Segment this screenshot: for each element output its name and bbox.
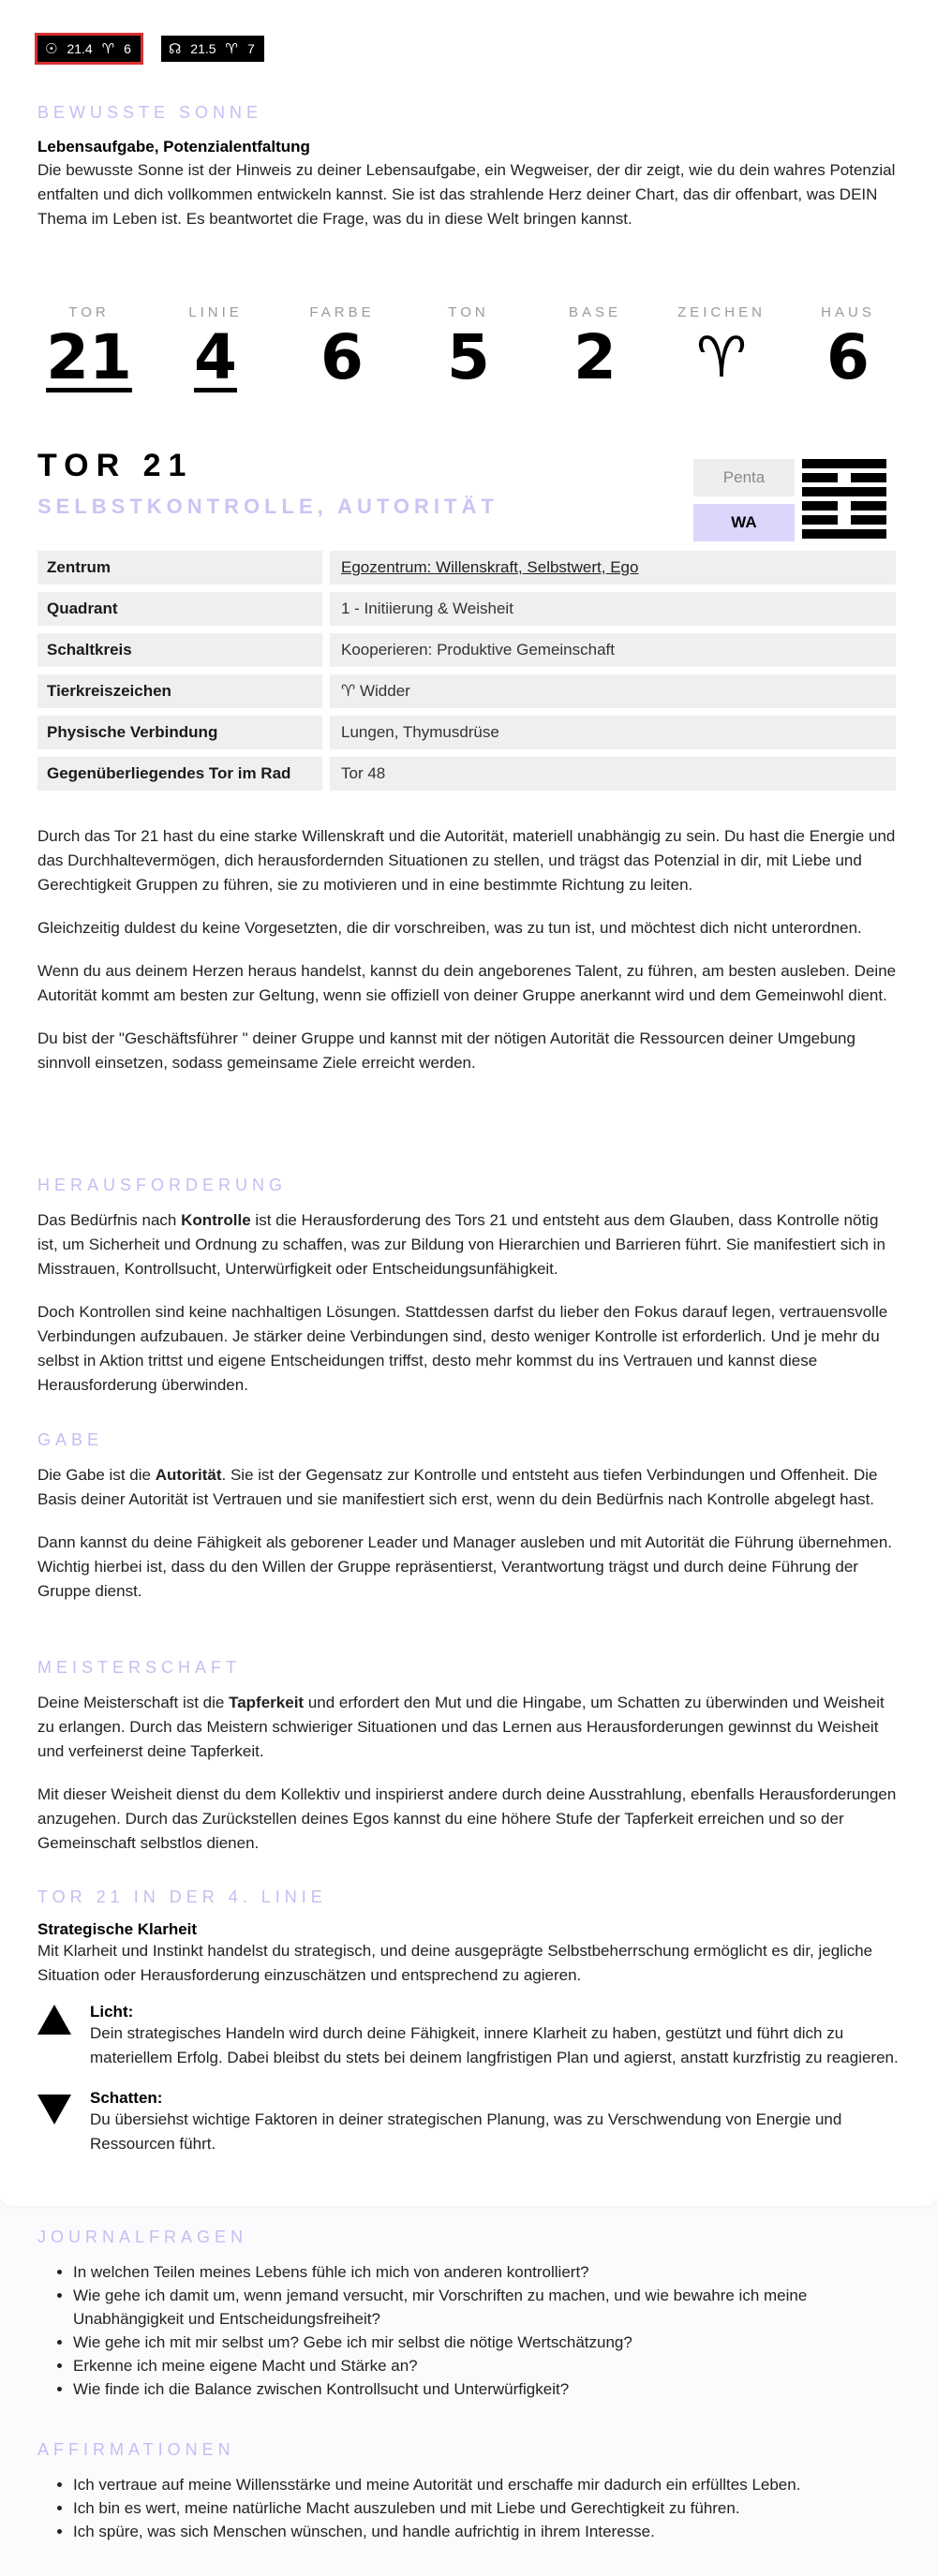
text-run: . Sie ist der Gegensatz zur Kontrolle und entsteht aus tiefen Verbindungen und Offenheit. Die Basis deiner Autorität ist Vertrauen und sie manifestiert sich erst, wenn du dein Bedürfnis nach Kontrolle abgelegt hast. (37, 1466, 878, 1508)
property-value: Tor 48 (330, 757, 896, 791)
journal-section (37, 2228, 900, 2401)
affirmations-list (37, 2473, 900, 2543)
stat-ton (417, 304, 520, 395)
text-run: Das Bedürfnis nach (37, 1211, 182, 1229)
intro-text: Die bewusste Sonne ist der Hinweis zu deiner Lebensaufgabe, ein Wegweiser, der dir zeigt, wie du dein wahres Potenzial entfalten und dich vollkommen entwickeln kannst. Sie ist das strahlende Herz deiner Chart, das dir offenbart, was DEIN Thema im Leben ist. Es beantwortet die Frage, was du in diese Welt bringen kannst. (37, 161, 896, 228)
activation-stats (37, 304, 900, 395)
property-row (37, 592, 896, 626)
property-value: Lungen, Thymusdrüse (330, 716, 896, 749)
text-run: Die Gabe ist die (37, 1466, 156, 1484)
mastery-paragraph (37, 1691, 900, 1764)
gate-properties (37, 551, 896, 798)
text-run: Deine Meisterschaft ist die (37, 1694, 230, 1711)
property-row (37, 674, 896, 708)
stat-value: 2 (573, 321, 617, 393)
stat-label: HAUS (821, 304, 875, 320)
gift-paragraph: Dann kannst du deine Fähigkeit als geborener Leader und Manager ausleben und mit Autorität die Führung übernehmen. Wichtig hierbei ist, dass du den Willen der Gruppe repräsentierst, Verantwortung trägst und durch deine Führung der Gruppe dienst. (37, 1533, 892, 1600)
stat-tor (37, 304, 141, 395)
keyword: Autorität (155, 1466, 222, 1484)
property-key: Schaltkreis (37, 633, 322, 667)
stat-label: ZEICHEN (677, 304, 766, 320)
journal-list (37, 2260, 900, 2401)
property-key: Physische Verbindung (37, 716, 322, 749)
mastery-section (37, 1658, 900, 1856)
stat-label: TOR (68, 304, 110, 320)
activation-badges (37, 36, 264, 62)
line-text: Mit Klarheit und Instinkt handelst du strategisch, und deine ausgeprägte Selbstbeherrschung ermöglicht es dir, jegliche Situation oder Herausforderung einzuschätzen und entsprechend zu agieren. (37, 1942, 873, 1984)
stat-label: LINIE (188, 304, 243, 320)
stat-linie (164, 304, 267, 395)
triangle-down-icon (37, 2095, 71, 2124)
light-text: Dein strategisches Handeln wird durch deine Fähigkeit, innere Klarheit zu haben, gestützt und führt dich zu materiellem Erfolg. Dabei bleibst du stets bei deinem langfristigen Plan und agierst, anstatt kurzfristig zu reagieren. (90, 2024, 899, 2066)
shadow-title: Schatten: (90, 2089, 163, 2107)
center-link[interactable]: Egozentrum: Willenskraft, Selbstwert, Ego (330, 551, 896, 585)
property-key: Zentrum (37, 551, 322, 585)
wa-button[interactable]: WA (693, 504, 795, 541)
stat-base (543, 304, 647, 395)
description-paragraph: Gleichzeitig duldest du keine Vorgesetzten, die dir vorschreiben, was zu tun ist, und möchtest dich nicht unterordnen. (37, 919, 862, 937)
stat-zeichen (670, 304, 773, 395)
list-item: • Wie gehe ich mit mir selbst um? Gebe ich mir selbst die nötige Wertschätzung? (73, 2331, 900, 2354)
triangle-up-icon (37, 2005, 71, 2035)
node-activation-badge[interactable] (161, 36, 264, 62)
description-paragraph: Du bist der "Geschäftsführer " deiner Gruppe und kannst mit der nötigen Autorität die Ressourcen deiner Umgebung sinnvoll einsetzen, sodass gemeinsame Ziele erreicht werden. (37, 1029, 855, 1072)
light-title: Licht: (90, 2003, 134, 2021)
list-item: • Ich spüre, was sich Menschen wünschen, und handle aufrichtig in ihrem Interesse. (73, 2520, 900, 2543)
aries-icon: ♈ (101, 40, 115, 57)
gate-subtitle: SELBSTKONTROLLE, AUTORITÄT (37, 495, 498, 518)
challenge-paragraph: Doch Kontrollen sind keine nachhaltigen Lösungen. Stattdessen darfst du lieber den Fokus darauf legen, vertrauensvolle Verbindungen aufzubauen. Je stärker deine Verbindungen sind, desto weniger Kontrolle ist erforderlich. Und je mehr du selbst in Aktion trittst und eigene Entscheidungen triffst, desto mehr kommst du ins Vertrauen und kannst diese Herausforderung überwinden. (37, 1303, 888, 1394)
section-label: JOURNALFRAGEN (37, 2228, 248, 2246)
section-label: TOR 21 IN DER 4. LINIE (37, 1888, 327, 1906)
aries-icon: ♈ (696, 325, 747, 391)
penta-button[interactable]: Penta (693, 459, 795, 496)
list-item: • Wie finde ich die Balance zwischen Kontrollsucht und Unterwürfigkeit? (73, 2377, 900, 2401)
mastery-paragraph: Mit dieser Weisheit dienst du dem Kollektiv und inspirierst andere durch deine Ausstrahlung, ebenfalls Herausforderungen anzugehen. Durch das Zurückstellen deines Egos kannst du eine höhere Stufe der Tapferkeit erreichen und so der Gemeinschaft selbstlos dienen. (37, 1785, 897, 1852)
challenge-paragraph (37, 1208, 900, 1281)
property-value: 1 - Initiierung & Weisheit (330, 592, 896, 626)
sun-activation-badge[interactable] (37, 36, 141, 62)
badge-house: 7 (246, 41, 255, 56)
property-row (37, 716, 896, 749)
stat-value: 6 (320, 321, 364, 393)
property-row (37, 551, 896, 585)
keyword: Tapferkeit (229, 1694, 305, 1711)
stat-farbe (290, 304, 394, 395)
stat-value: 6 (826, 321, 870, 393)
property-key: Quadrant (37, 592, 322, 626)
affirmations-section (37, 2440, 900, 2543)
description-paragraph: Wenn du aus deinem Herzen heraus handelst, kannst du dein angeborenes Talent, zu führen, am besten ausleben. Deine Autorität kommt am besten zur Geltung, wenn sie offiziell von deiner Gruppe anerkannt wird und dem Gemeinwohl dient. (37, 962, 897, 1004)
list-item: • Ich bin es wert, meine natürliche Macht auszuleben und mit Liebe und Gerechtigkeit zu führen. (73, 2496, 900, 2520)
aries-icon: ♈ (225, 40, 238, 57)
hexagram-icon (802, 459, 886, 543)
gate-title: TOR 21 (37, 448, 194, 483)
shadow-row (37, 2089, 900, 2156)
light-row (37, 2003, 900, 2070)
badge-degree: 21.4 (67, 41, 93, 56)
property-key: Gegenüberliegendes Tor im Rad (37, 757, 322, 791)
property-value: Kooperieren: Produktive Gemeinschaft (330, 633, 896, 667)
description-paragraph: Durch das Tor 21 hast du eine starke Willenskraft und die Autorität, materiell unabhängig zu sein. Du hast die Energie und das Durchhaltevermögen, dich herausfordernden Situationen zu stellen, und trägst das Potenzial in dir, mit Liebe und Gerechtigkeit Gruppen zu führen, sie zu motivieren und in eine bestimmte Richtung zu leiten. (37, 827, 896, 894)
shadow-text: Du übersiehst wichtige Faktoren in deiner strategischen Planung, was zu Verschwendung von Energie und Ressourcen führt. (90, 2110, 842, 2153)
section-label: MEISTERSCHAFT (37, 1658, 242, 1677)
challenge-section (37, 1176, 900, 1398)
stat-label: FARBE (309, 304, 375, 320)
sun-icon: ☉ (45, 40, 58, 57)
line-section (37, 1888, 900, 2156)
gift-section (37, 1430, 900, 1604)
list-item: • Wie gehe ich damit um, wenn jemand versucht, mir Vorschriften zu machen, und wie bewahre ich meine Unabhängigkeit und Entscheidungsfreiheit? (73, 2284, 900, 2331)
stat-label: TON (448, 304, 489, 320)
property-key: Tierkreiszeichen (37, 674, 322, 708)
property-row (37, 757, 896, 791)
list-item: • Erkenne ich meine eigene Macht und Stärke an? (73, 2354, 900, 2377)
north-node-icon: ☊ (168, 40, 182, 57)
stat-haus (796, 304, 900, 395)
stat-value: 5 (447, 321, 490, 393)
text-run: ist die Herausforderung des Tors 21 und entsteht aus dem Glauben, dass Kontrolle nötig ist, um Sicherheit und Ordnung zu schaffen, was zur Bildung von Hierarchien und Barrieren führt. Sie manifestiert sich in Misstrauen, Kontrollsucht, Unterwürfigkeit oder Entscheidungsunfähigkeit. (37, 1211, 885, 1278)
section-label: HERAUSFORDERUNG (37, 1176, 288, 1194)
stat-value[interactable]: 21 (46, 321, 132, 393)
text-run: und erfordert den Mut und die Hingabe, um Schatten zu überwinden und Weisheit zu erlangen. Durch das Meistern schwieriger Situationen und das Lernen aus Herausforderungen gewinnst du Weisheit und verfeinerst deine Tapferkeit. (37, 1694, 885, 1760)
gift-paragraph (37, 1463, 900, 1512)
badge-degree: 21.5 (190, 41, 216, 56)
section-label: AFFIRMATIONEN (37, 2440, 235, 2459)
list-item: • Ich vertraue auf meine Willensstärke und meine Autorität und erschaffe mir dadurch ein erfülltes Leben. (73, 2473, 900, 2496)
badge-house: 6 (124, 41, 131, 56)
gate-description (37, 824, 900, 1075)
stat-label: BASE (568, 304, 622, 320)
property-row (37, 633, 896, 667)
line-title: Strategische Klarheit (37, 1920, 198, 1938)
keyword: Kontrolle (181, 1211, 251, 1229)
property-value: ♈ Widder (330, 674, 896, 708)
stat-value[interactable]: 4 (194, 321, 237, 393)
intro-section (37, 103, 900, 231)
section-label: BEWUSSTE SONNE (37, 103, 263, 122)
intro-title: Lebensaufgabe, Potenzialentfaltung (37, 138, 310, 155)
list-item: • In welchen Teilen meines Lebens fühle ich mich von anderen kontrolliert? (73, 2260, 900, 2284)
section-label: GABE (37, 1430, 104, 1449)
